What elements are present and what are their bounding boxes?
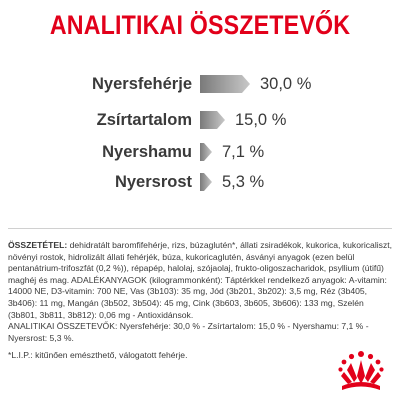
analytics-row-fibre <box>0 170 400 194</box>
analytics-value: 7,1 % <box>222 143 265 161</box>
analytics-bar <box>200 111 225 129</box>
composition-paragraph <box>8 240 393 321</box>
composition-heading: ÖSSZETÉTEL: <box>8 240 68 250</box>
analytics-row-fat <box>0 108 400 132</box>
analytics-value: 30,0 % <box>260 75 312 93</box>
analytics-label: Zsírtartalom <box>96 111 192 129</box>
analytics-bar <box>200 75 250 93</box>
lip-note: *L.I.P.: kitűnően emészthető, válogatott fehérje. <box>8 350 188 361</box>
section-divider <box>8 228 392 229</box>
analytic-summary-line: ANALITIKAI ÖSSZETEVŐK: Nyersfehérje: 30,0 % - Zsírtartalom: 15,0 % - Nyershamu: 7,1 % - Nyersrost: 5,3 %. <box>8 321 369 343</box>
analytics-label: Nyersrost <box>114 173 192 191</box>
composition-body: dehidratált baromfifehérje, rizs, búzaglutén*, állati zsiradékok, kukorica, kukoricaliszt, növényi rostok, hidrolizált állati fehérjék, búza, kukoricaglutén, ásványi anyagok (ezen belül pentanátrium-trifoszfát (0,2 %)), répapép, halolaj, szójaolaj, frukto-oligoszacharidok, psyllium (útifű) maghéj és mag. ADALÉKANYAGOK (kilogrammonként): Táptérkkel rendelkező anyagok: A-vitamin: 14000 NE, D3-vitamin: 700 NE, Vas (3b103): 35 mg, Jód (3b201, 3b202): 3,5 mg, Réz (3b405, 3b406): 11 mg, Mangán (3b502, 3b504): 45 mg, Cink (3b603, 3b605, 3b606): 133 mg, Szelén (3b801, 3b811, 3b812): 0,06 mg - Antioxidánsok. <box>8 240 393 320</box>
analytics-bar <box>200 143 212 161</box>
analytics-row-ash <box>0 140 400 164</box>
analytics-value: 15,0 % <box>235 111 287 129</box>
composition-text <box>8 240 393 362</box>
page-title: ANALITIKAI ÖSSZETEVŐK <box>49 10 351 40</box>
analytics-bar <box>200 173 212 191</box>
analytics-label: Nyersfehérje <box>92 75 192 93</box>
analytics-value: 5,3 % <box>222 173 265 191</box>
royal-canin-crown-logo-icon <box>336 346 386 394</box>
analytics-label: Nyershamu <box>102 143 192 161</box>
analytics-row-protein <box>0 72 400 96</box>
